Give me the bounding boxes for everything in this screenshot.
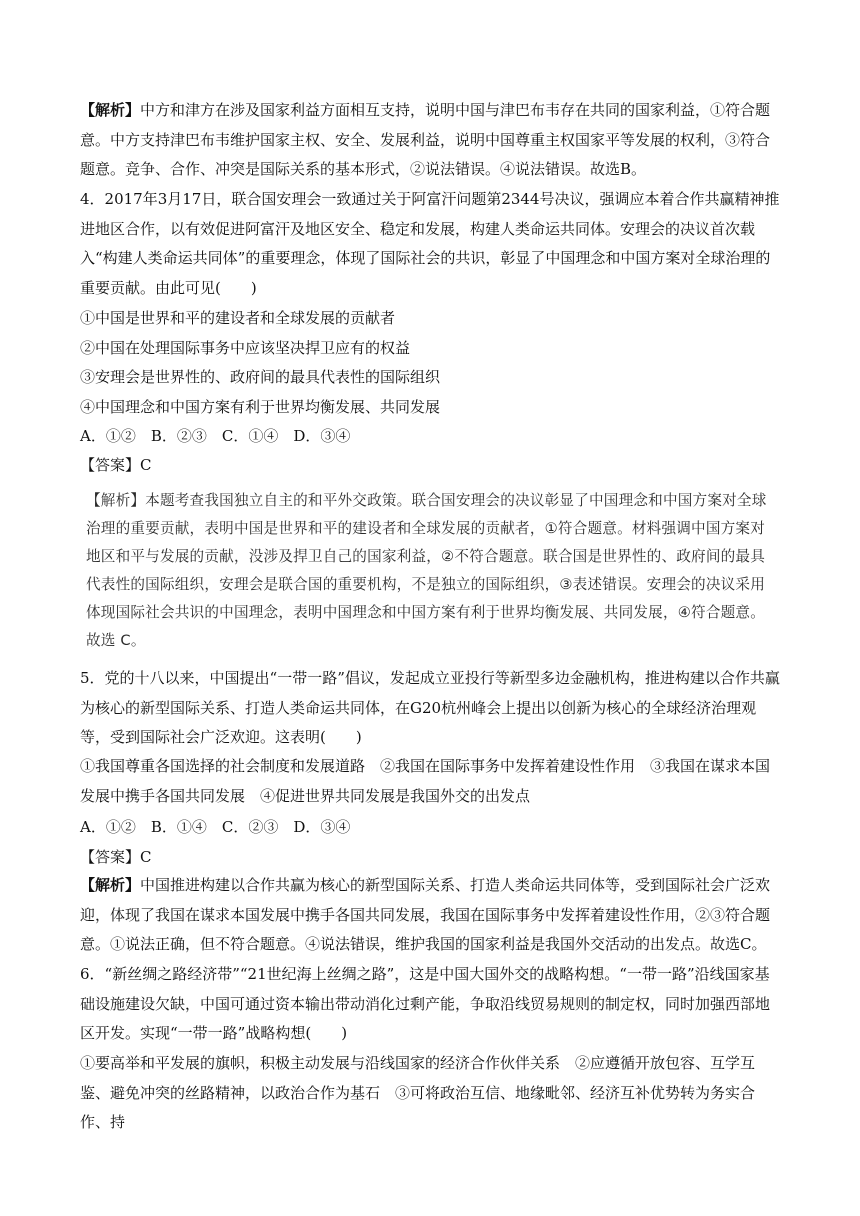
q6-stem: 6．“新丝绸之路经济带”“21世纪海上丝绸之路”，这是中国大国外交的战略构想。“一带一路”沿线国家基础设施建设欠缺，中国可通过资本输出带动消化过剩产能，争取沿线贸易规则的制定权，同时加强西部地区开发。实现“一带一路”战略构想( ) (80, 965, 771, 1042)
q4-analysis-line: 【解析】本题考查我国独立自主的和平外交政策。联合国安理会的决议彰显了中国理念和中国方案对全球 (86, 492, 767, 509)
q4-analysis-line: 体现国际社会共识的中国理念，表明中国理念和中国方案有利于世界均衡发展、共同发展，④符合题意。 (86, 604, 766, 621)
analysis-tag: 【解析】 (80, 876, 141, 894)
q4-option-2: ②中国在处理国际事务中应该坚决捍卫应有的权益 (80, 339, 411, 357)
q4-analysis-line: 地区和平与发展的贡献，没涉及捍卫自己的国家利益，②不符合题意。联合国是世界性的、政府间的最具 (86, 548, 766, 565)
analysis-tag: 【解析】 (80, 101, 141, 119)
q4-analysis-line: 治理的重要贡献，表明中国是世界和平的建设者和全球发展的贡献者，①符合题意。材料强调中国方案对 (86, 520, 766, 537)
analysis-text: 中方和津方在涉及国家利益方面相互支持，说明中国与津巴布韦存在共同的国家利益，①符合题意。中方支持津巴布韦维护国家主权、安全、发展利益，说明中国尊重主权国家平等发展的权利，③符合题意。竞争、合作、冲突是国际关系的基本形式，②说法错误。④说法错误。故选B。 (80, 101, 771, 178)
q5-analysis (80, 871, 782, 960)
q4-option-4: ④中国理念和中国方案有利于世界均衡发展、共同发展 (80, 398, 441, 416)
q5-options: ①我国尊重各国选择的社会制度和发展道路 ②我国在国际事务中发挥着建设性作用 ③我国在谋求本国发展中携手各国共同发展 ④促进世界共同发展是我国外交的出发点 (80, 757, 771, 805)
q4-analysis-image (86, 487, 786, 655)
q5-stem: 5．党的十八以来，中国提出“一带一路”倡议，发起成立亚投行等新型多边金融机构，推进构建以合作共赢为核心的新型国际关系、打造人类命运共同体，在G20杭州峰会上提出以创新为核心的全球经济治理观等，受到国际社会广泛欢迎。这表明( ) (80, 669, 780, 746)
q4-stem: 4．2017年3月17日，联合国安理会一致通过关于阿富汗问题第2344号决议，强调应本着合作共赢精神推进地区合作，以有效促进阿富汗及地区安全、稳定和发展，构建人类命运共同体。安理会的决议首次载入“构建人类命运共同体”的重要理念，体现了国际社会的共识，彰显了中国理念和中国方案对全球治理的重要贡献。由此可见( ) (80, 190, 780, 297)
q3-analysis (80, 96, 782, 185)
analysis-text: 中国推进构建以合作共赢为核心的新型国际关系、打造人类命运共同体等，受到国际社会广泛欢迎，体现了我国在谋求本国发展中携手各国共同发展，我国在国际事务中发挥着建设性作用，②③符合题意。①说法正确，但不符合题意。④说法错误，维护我国的国家利益是我国外交活动的出发点。故选C。 (80, 876, 771, 953)
q4-choices: A．①② B．②③ C．①④ D．③④ (80, 427, 351, 445)
q5-choices: A．①② B．①④ C．②③ D．③④ (80, 818, 351, 836)
q5-answer: 【答案】C (80, 848, 152, 866)
q6-options: ①要高举和平发展的旗帜，积极主动发展与沿线国家的经济合作伙伴关系 ②应遵循开放包容、互学互鉴、避免冲突的丝路精神，以政治合作为基石 ③可将政治互信、地缘毗邻、经济互补优势转为务实合作、持 (80, 1054, 756, 1131)
q4-analysis-line: 代表性的国际组织，安理会是联合国的重要机构，不是独立的国际组织，③表述错误。安理会的决议采用 (86, 576, 766, 593)
q4-option-3: ③安理会是世界性的、政府间的最具代表性的国际组织 (80, 368, 441, 386)
q4-analysis-line: 故选 C。 (86, 632, 146, 649)
q4-option-1: ①中国是世界和平的建设者和全球发展的贡献者 (80, 309, 396, 327)
q4-answer: 【答案】C (80, 456, 152, 474)
